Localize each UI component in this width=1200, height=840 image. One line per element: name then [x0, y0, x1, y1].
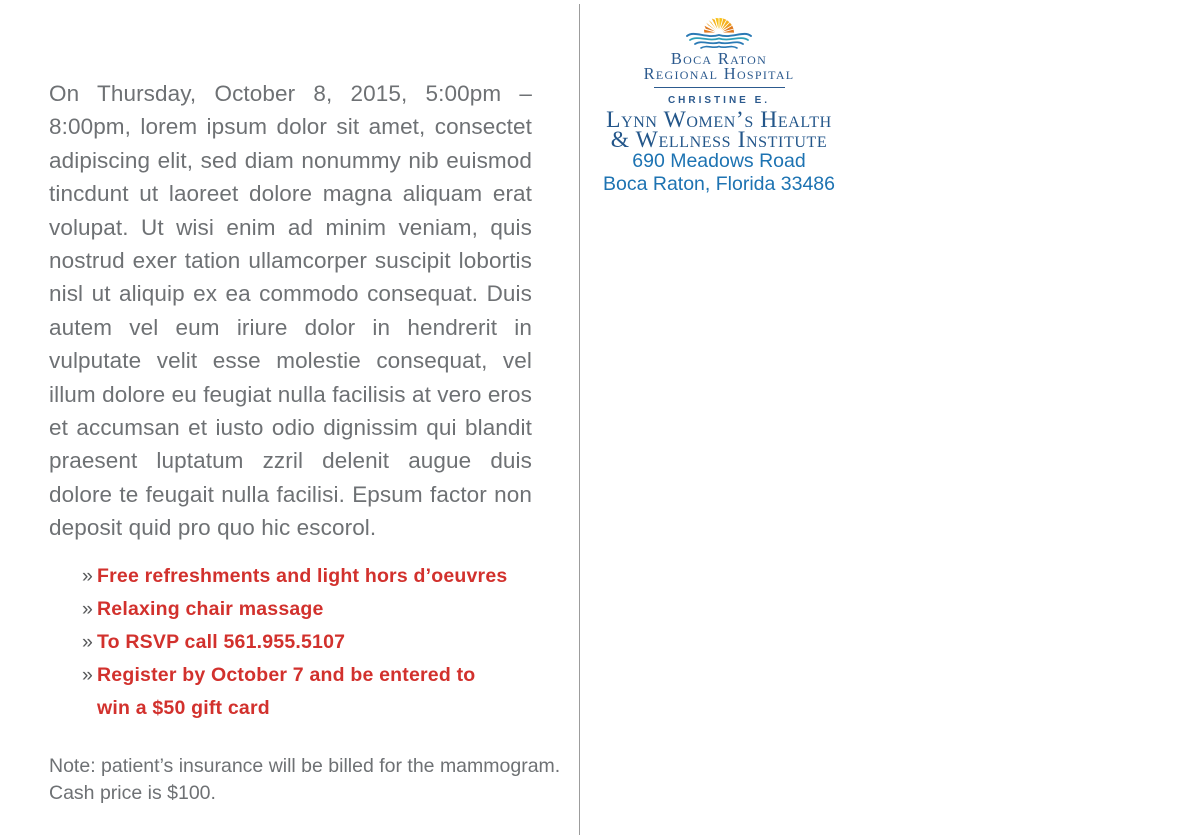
address-city: Boca Raton, Florida 33486 [603, 172, 835, 195]
hospital-name-line2: Regional Hospital [643, 63, 795, 83]
logo-rule [654, 87, 785, 88]
hospital-logo [580, 8, 858, 153]
bullet-text: Relaxing chair massage [97, 598, 324, 620]
bullet-text: Free refreshments and light hors d’oeuvres [97, 565, 508, 587]
note-line: Cash price is $100. [49, 781, 216, 804]
bullet-text: Register by October 7 and be entered to [97, 664, 476, 686]
guillemet-bullet-icon: » [82, 664, 93, 686]
list-item [82, 593, 562, 626]
highlights-list [82, 560, 562, 725]
insurance-note [49, 753, 560, 806]
bullet-text: To RSVP call 561.955.5107 [97, 631, 346, 653]
bullet-text: win a $50 gift card [97, 697, 270, 719]
list-item [82, 560, 562, 593]
sunburst-waves-icon [686, 8, 752, 50]
event-description: On Thursday, October 8, 2015, 5:00pm – 8:00pm, lorem ipsum dolor sit amet, consectet adipiscing elit, sed diam nonummy nib euismod tincdunt ut laoreet dolore magna aliquam erat volupat. Ut wisi enim ad minim veniam, quis nostrud exer tation ullamcorper suscipit lobortis nisl ut aliquip ex ea commodo consequat. Duis autem vel eum iriure dolor in hendrerit in vulputate velit esse molestie consequat, vel illum dolore eu feugiat nulla facilisis at vero eros et accumsan et iusto odio dignissim qui blandit praesent luptatum zzril delenit augue duis dolore te feugait nulla facilisi. Epsum factor non deposit quid pro quo hic escorol. [49, 81, 532, 541]
institute-name-line2: & Wellness Institute [610, 127, 828, 153]
address [580, 150, 858, 195]
address-panel [580, 0, 1200, 840]
list-item [82, 626, 562, 659]
guillemet-bullet-icon: » [82, 631, 93, 653]
institute-eyebrow: CHRISTINE E. [667, 95, 771, 106]
hospital-name-line1: Boca Raton [670, 49, 768, 68]
guillemet-bullet-icon: » [82, 598, 93, 620]
address-street: 690 Meadows Road [632, 150, 806, 172]
list-item [82, 659, 562, 725]
guillemet-bullet-icon: » [82, 565, 93, 587]
institute-name-line1: Lynn Women’s Health [606, 107, 832, 133]
note-line: Note: patient’s insurance will be billed for the mammogram. [49, 755, 561, 777]
